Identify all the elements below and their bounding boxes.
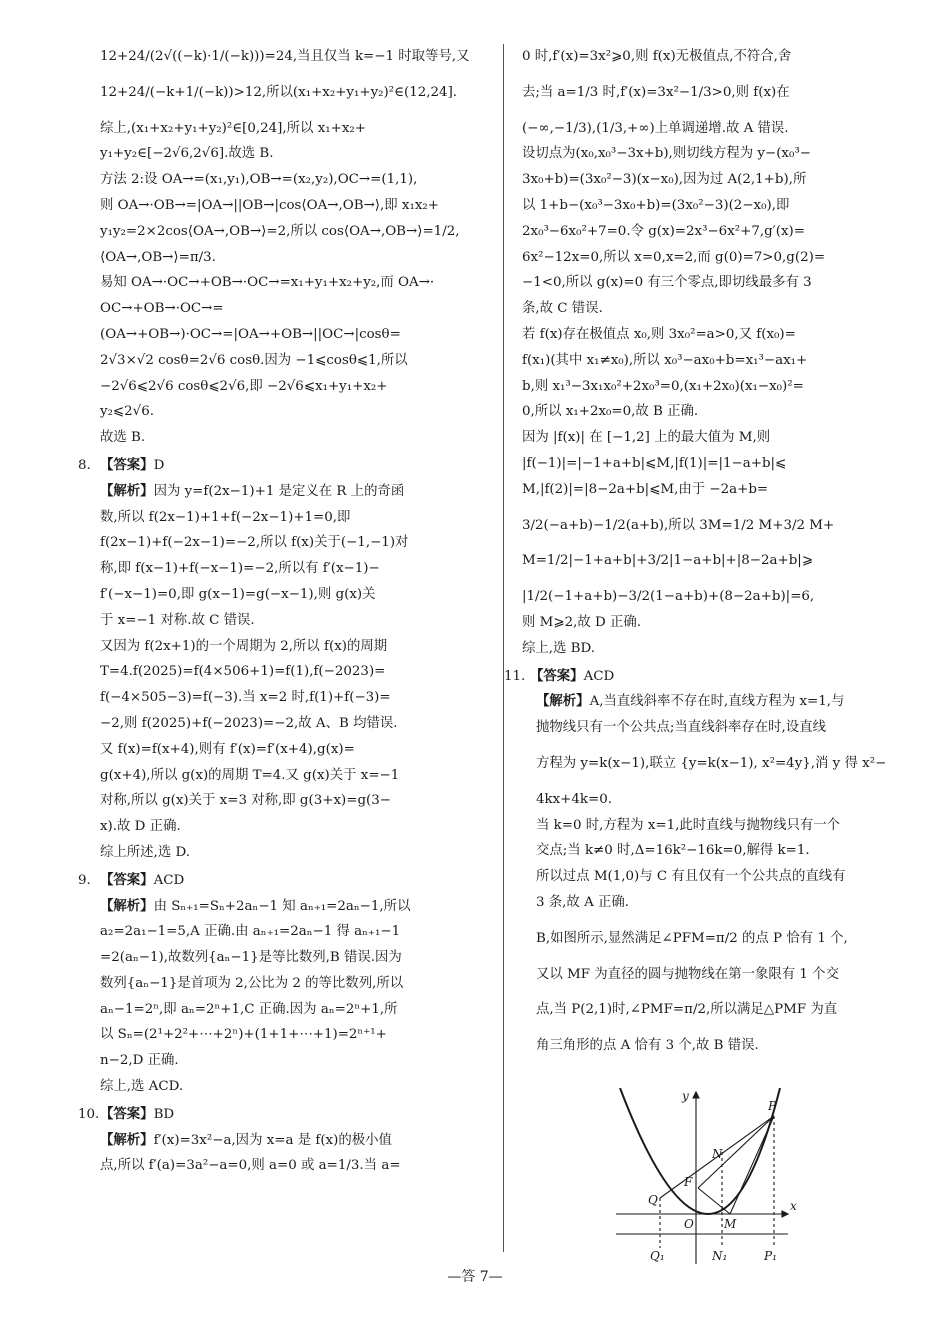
text-line: 方法 2:设 OA→=(x₁,y₁),OB→=(x₂,y₂),OC→=(1,1), xyxy=(100,172,418,188)
label-n: N xyxy=(712,1147,723,1161)
text-line: 又因为 f(2x+1)的一个周期为 2,所以 f(x)的周期 xyxy=(100,638,388,654)
question-9-answer xyxy=(78,868,488,894)
question-number: 8. xyxy=(78,457,91,473)
parabola-curve xyxy=(620,1088,780,1214)
text-line: 易知 OA→·OC→+OB→·OC→=x₁+y₁+x₂+y₂,而 OA→· xyxy=(100,275,435,291)
text-line: M=1/2|−1+a+b|+3/2|1−a+b|+|8−2a+b|⩾ xyxy=(522,553,814,569)
text-line: 则 M⩾2,故 D 正确. xyxy=(522,614,642,630)
text-line: 0,所以 x₁+2x₀=0,故 B 正确. xyxy=(522,404,699,420)
analysis-label: 【解析】 xyxy=(100,897,154,914)
label-o: O xyxy=(684,1217,694,1231)
text-line: y₂⩽2√6. xyxy=(100,404,154,420)
y-axis-arrow xyxy=(693,1092,699,1098)
text-line: 2√3×√2 cosθ=2√6 cosθ.因为 −1⩽cosθ⩽1,所以 xyxy=(100,352,408,368)
text-line: n−2,D 正确. xyxy=(100,1053,179,1069)
left-continuation xyxy=(78,44,488,451)
text-line: 又 f(x)=f(x+4),则有 f′(x)=f′(x+4),g(x)= xyxy=(100,741,355,757)
text-line: 则 OA→·OB→=|OA→||OB→|cos⟨OA→,OB→⟩,即 x₁x₂+ xyxy=(100,197,439,213)
line-fm xyxy=(698,1188,730,1214)
text-line: aₙ−1=2ⁿ,即 aₙ=2ⁿ+1,C 正确.因为 aₙ=2ⁿ+1,所 xyxy=(100,1001,398,1017)
text-line: T=4.f(2025)=f(4×506+1)=f(1),f(−2023)= xyxy=(100,664,386,680)
label-y: y xyxy=(682,1089,689,1103)
question-9 xyxy=(78,868,488,1100)
text-line: −1<0,所以 g(x)=0 有三个零点,即切线最多有 3 xyxy=(522,275,812,291)
text-line: 故选 B. xyxy=(100,430,146,446)
text-line: 3 条,故 A 正确. xyxy=(536,894,630,910)
question-11 xyxy=(504,664,922,1059)
text-line: 3/2(−a+b)−1/2(a+b),所以 3M=1/2 M+3/2 M+ xyxy=(522,517,835,533)
text-line: 综上,选 BD. xyxy=(522,640,596,656)
label-n1: N₁ xyxy=(712,1249,728,1263)
label-q: Q xyxy=(648,1193,658,1207)
text-line: (−∞,−1/3),(1/3,+∞)上单调递增.故 A 错误. xyxy=(522,120,789,136)
x-axis-arrow xyxy=(782,1211,788,1217)
text-line: 以 1+b−(x₀³−3x₀+b)=(3x₀²−3)(2−x₀),即 xyxy=(522,197,790,213)
text-line: y₁y₂=2×2cos⟨OA→,OB→⟩=2,所以 cos⟨OA→,OB→⟩=1/2, xyxy=(100,223,460,239)
text-line: 以 Sₙ=(2¹+2²+⋯+2ⁿ)+(1+1+⋯+1)=2ⁿ⁺¹+ xyxy=(100,1027,387,1043)
text-line: 由 Sₙ₊₁=Sₙ+2aₙ−1 知 aₙ₊₁=2aₙ−1,所以 xyxy=(153,898,411,914)
label-q1: Q₁ xyxy=(650,1249,665,1263)
text-line: 去;当 a=1/3 时,f′(x)=3x²−1/3>0,则 f(x)在 xyxy=(522,84,790,100)
text-line: A,当直线斜率不存在时,直线方程为 x=1,与 xyxy=(589,694,845,710)
analysis-label: 【解析】 xyxy=(100,1131,154,1148)
text-line: f′(x)=3x²−a,因为 x=a 是 f(x)的极小值 xyxy=(153,1132,392,1148)
text-line: 当 k=0 时,方程为 x=1,此时直线与抛物线只有一个 xyxy=(536,817,841,833)
text-line: 所以过点 M(1,0)与 C 有且仅有一个公共点的直线有 xyxy=(536,869,846,885)
text-line: 综上,(x₁+x₂+y₁+y₂)²∈[0,24],所以 x₁+x₂+ xyxy=(100,120,366,136)
text-line: =2(aₙ−1),故数列{aₙ−1}是等比数列,B 错误.因为 xyxy=(100,950,402,966)
answer-label: 【答案】 xyxy=(100,456,154,473)
analysis-label: 【解析】 xyxy=(536,693,590,710)
label-x: x xyxy=(790,1199,797,1213)
text-line: 交点;当 k≠0 时,Δ=16k²−16k=0,解得 k=1. xyxy=(536,843,810,859)
parabola-figure xyxy=(612,1088,802,1268)
right-column xyxy=(504,44,922,1059)
text-line: 抛物线只有一个公共点;当直线斜率存在时,设直线 xyxy=(536,720,826,736)
text-line: 角三角形的点 A 恰有 3 个,故 B 错误. xyxy=(536,1038,759,1054)
text-line: f′(−x−1)=0,即 g(x−1)=g(−x−1),则 g(x)关 xyxy=(100,586,376,602)
answer-value: D xyxy=(153,457,165,473)
answer-label: 【答案】 xyxy=(100,1105,154,1122)
text-line: 4kx+4k=0. xyxy=(536,791,613,807)
text-line: 称,即 f(x−1)+f(−x−1)=−2,所以有 f′(x−1)− xyxy=(100,561,380,577)
analysis-label: 【解析】 xyxy=(100,482,154,499)
text-line: B,如图所示,显然满足∠PFM=π/2 的点 P 恰有 1 个, xyxy=(536,930,848,946)
question-number: 11. xyxy=(504,668,526,684)
text-line: |1/2(−1+a+b)−3/2(1−a+b)+(8−2a+b)|=6, xyxy=(522,589,815,605)
text-line: 数列{aₙ−1}是首项为 2,公比为 2 的等比数列,所以 xyxy=(100,975,404,991)
answer-value: BD xyxy=(153,1106,175,1122)
text-line: 方程为 y=k(x−1),联立 {y=k(x−1), x²=4y},消 y 得 x²− xyxy=(536,755,887,771)
text-line: a₂=2a₁−1=5,A 正确.由 aₙ₊₁=2aₙ−1 得 aₙ₊₁−1 xyxy=(100,924,401,940)
line-mp xyxy=(730,1116,774,1214)
text-line: |f(−1)|=|−1+a+b|⩽M,|f(1)|=|1−a+b|⩽ xyxy=(522,455,787,471)
text-line: 0 时,f′(x)=3x²⩾0,则 f(x)无极值点,不符合,舍 xyxy=(522,49,792,64)
text-line: 综上所述,选 D. xyxy=(100,844,190,860)
question-10-continued xyxy=(522,44,922,662)
text-line: −2,则 f(2025)+f(−2023)=−2,故 A、B 均错误. xyxy=(100,715,398,731)
text-line: f(−4×505−3)=f(−3).当 x=2 时,f(1)+f(−3)= xyxy=(100,690,391,706)
column-divider xyxy=(503,44,504,1252)
text-line: 点,当 P(2,1)时,∠PMF=π/2,所以满足△PMF 为直 xyxy=(536,1002,838,1018)
text-line: f(x₁)(其中 x₁≠x₀),所以 x₀³−ax₀+b=x₁³−ax₁+ xyxy=(522,352,808,368)
text-line: 因为 |f(x)| 在 [−1,2] 上的最大值为 M,则 xyxy=(522,430,771,446)
text-line: −2√6⩽2√6 cosθ⩽2√6,即 −2√6⩽x₁+y₁+x₂+ xyxy=(100,378,388,394)
text-line: 对称,所以 g(x)关于 x=3 对称,即 g(3+x)=g(3− xyxy=(100,793,391,809)
text-line: 12+24/(2√((−k)·1/(−k)))=24,当且仅当 k=−1 时取等号,又 xyxy=(100,49,470,64)
text-line: b,则 x₁³−3x₁x₀²+2x₀³=0,(x₁+2x₀)(x₁−x₀)²= xyxy=(522,378,804,394)
label-f: F xyxy=(684,1175,693,1189)
line-fp xyxy=(698,1116,774,1188)
text-line: 点,所以 f′(a)=3a²−a=0,则 a=0 或 a=1/3.当 a= xyxy=(100,1158,401,1174)
text-line: 条,故 C 错误. xyxy=(522,301,603,317)
question-number: 9. xyxy=(78,872,91,888)
text-line: 又以 MF 为直径的圆与抛物线在第一象限有 1 个交 xyxy=(536,966,839,982)
question-10-answer xyxy=(78,1102,488,1128)
question-10 xyxy=(78,1102,488,1179)
text-line: 2x₀³−6x₀²+7=0.令 g(x)=2x³−6x²+7,g′(x)= xyxy=(522,223,805,239)
text-line: x).故 D 正确. xyxy=(100,819,181,835)
question-8-answer xyxy=(78,453,488,479)
text-line: ⟨OA→,OB→⟩=π/3. xyxy=(100,249,216,265)
text-line: 设切点为(x₀,x₀³−3x+b),则切线方程为 y−(x₀³− xyxy=(522,146,811,162)
text-line: M,|f(2)|=|8−2a+b|⩽M,由于 −2a+b= xyxy=(522,481,769,497)
text-line: 6x²−12x=0,所以 x=0,x=2,而 g(0)=7>0,g(2)= xyxy=(522,249,826,265)
question-number: 10. xyxy=(78,1106,100,1122)
answer-label: 【答案】 xyxy=(100,871,154,888)
text-line: OC→+OB→·OC→=(OA→+OB→)·OC→=|OA→+OB→||OC→|cosθ= xyxy=(100,301,401,342)
question-11-answer xyxy=(504,664,922,690)
text-line: g(x+4),所以 g(x)的周期 T=4.又 g(x)关于 x=−1 xyxy=(100,767,400,783)
answer-value: ACD xyxy=(583,668,615,684)
text-line: 若 f(x)存在极值点 x₀,则 3x₀²=a>0,又 f(x₀)= xyxy=(522,326,796,342)
answer-value: ACD xyxy=(153,872,185,888)
text-line: 3x₀+b)=(3x₀²−3)(x−x₀),因为过 A(2,1+b),所 xyxy=(522,172,807,188)
left-column xyxy=(78,44,488,1179)
label-p: P xyxy=(768,1099,777,1113)
answer-label: 【答案】 xyxy=(530,667,584,684)
text-line: y₁+y₂∈[−2√6,2√6].故选 B. xyxy=(100,146,274,162)
text-line: 综上,选 ACD. xyxy=(100,1079,184,1095)
page-number: —答 7— xyxy=(447,1269,503,1285)
text-line: 因为 y=f(2x−1)+1 是定义在 R 上的奇函 xyxy=(153,483,405,499)
question-8 xyxy=(78,453,488,866)
label-p1: P₁ xyxy=(764,1249,777,1263)
label-m: M xyxy=(724,1217,737,1231)
text-line: 于 x=−1 对称.故 C 错误. xyxy=(100,612,255,628)
text-line: f(2x−1)+f(−2x−1)=−2,所以 f(x)关于(−1,−1)对 xyxy=(100,535,409,551)
text-line: 12+24/(−k+1/(−k))>12,所以(x₁+x₂+y₁+y₂)²∈(12,24]. xyxy=(100,84,458,100)
text-line: 数,所以 f(2x−1)+1+f(−2x−1)+1=0,即 xyxy=(100,509,351,525)
